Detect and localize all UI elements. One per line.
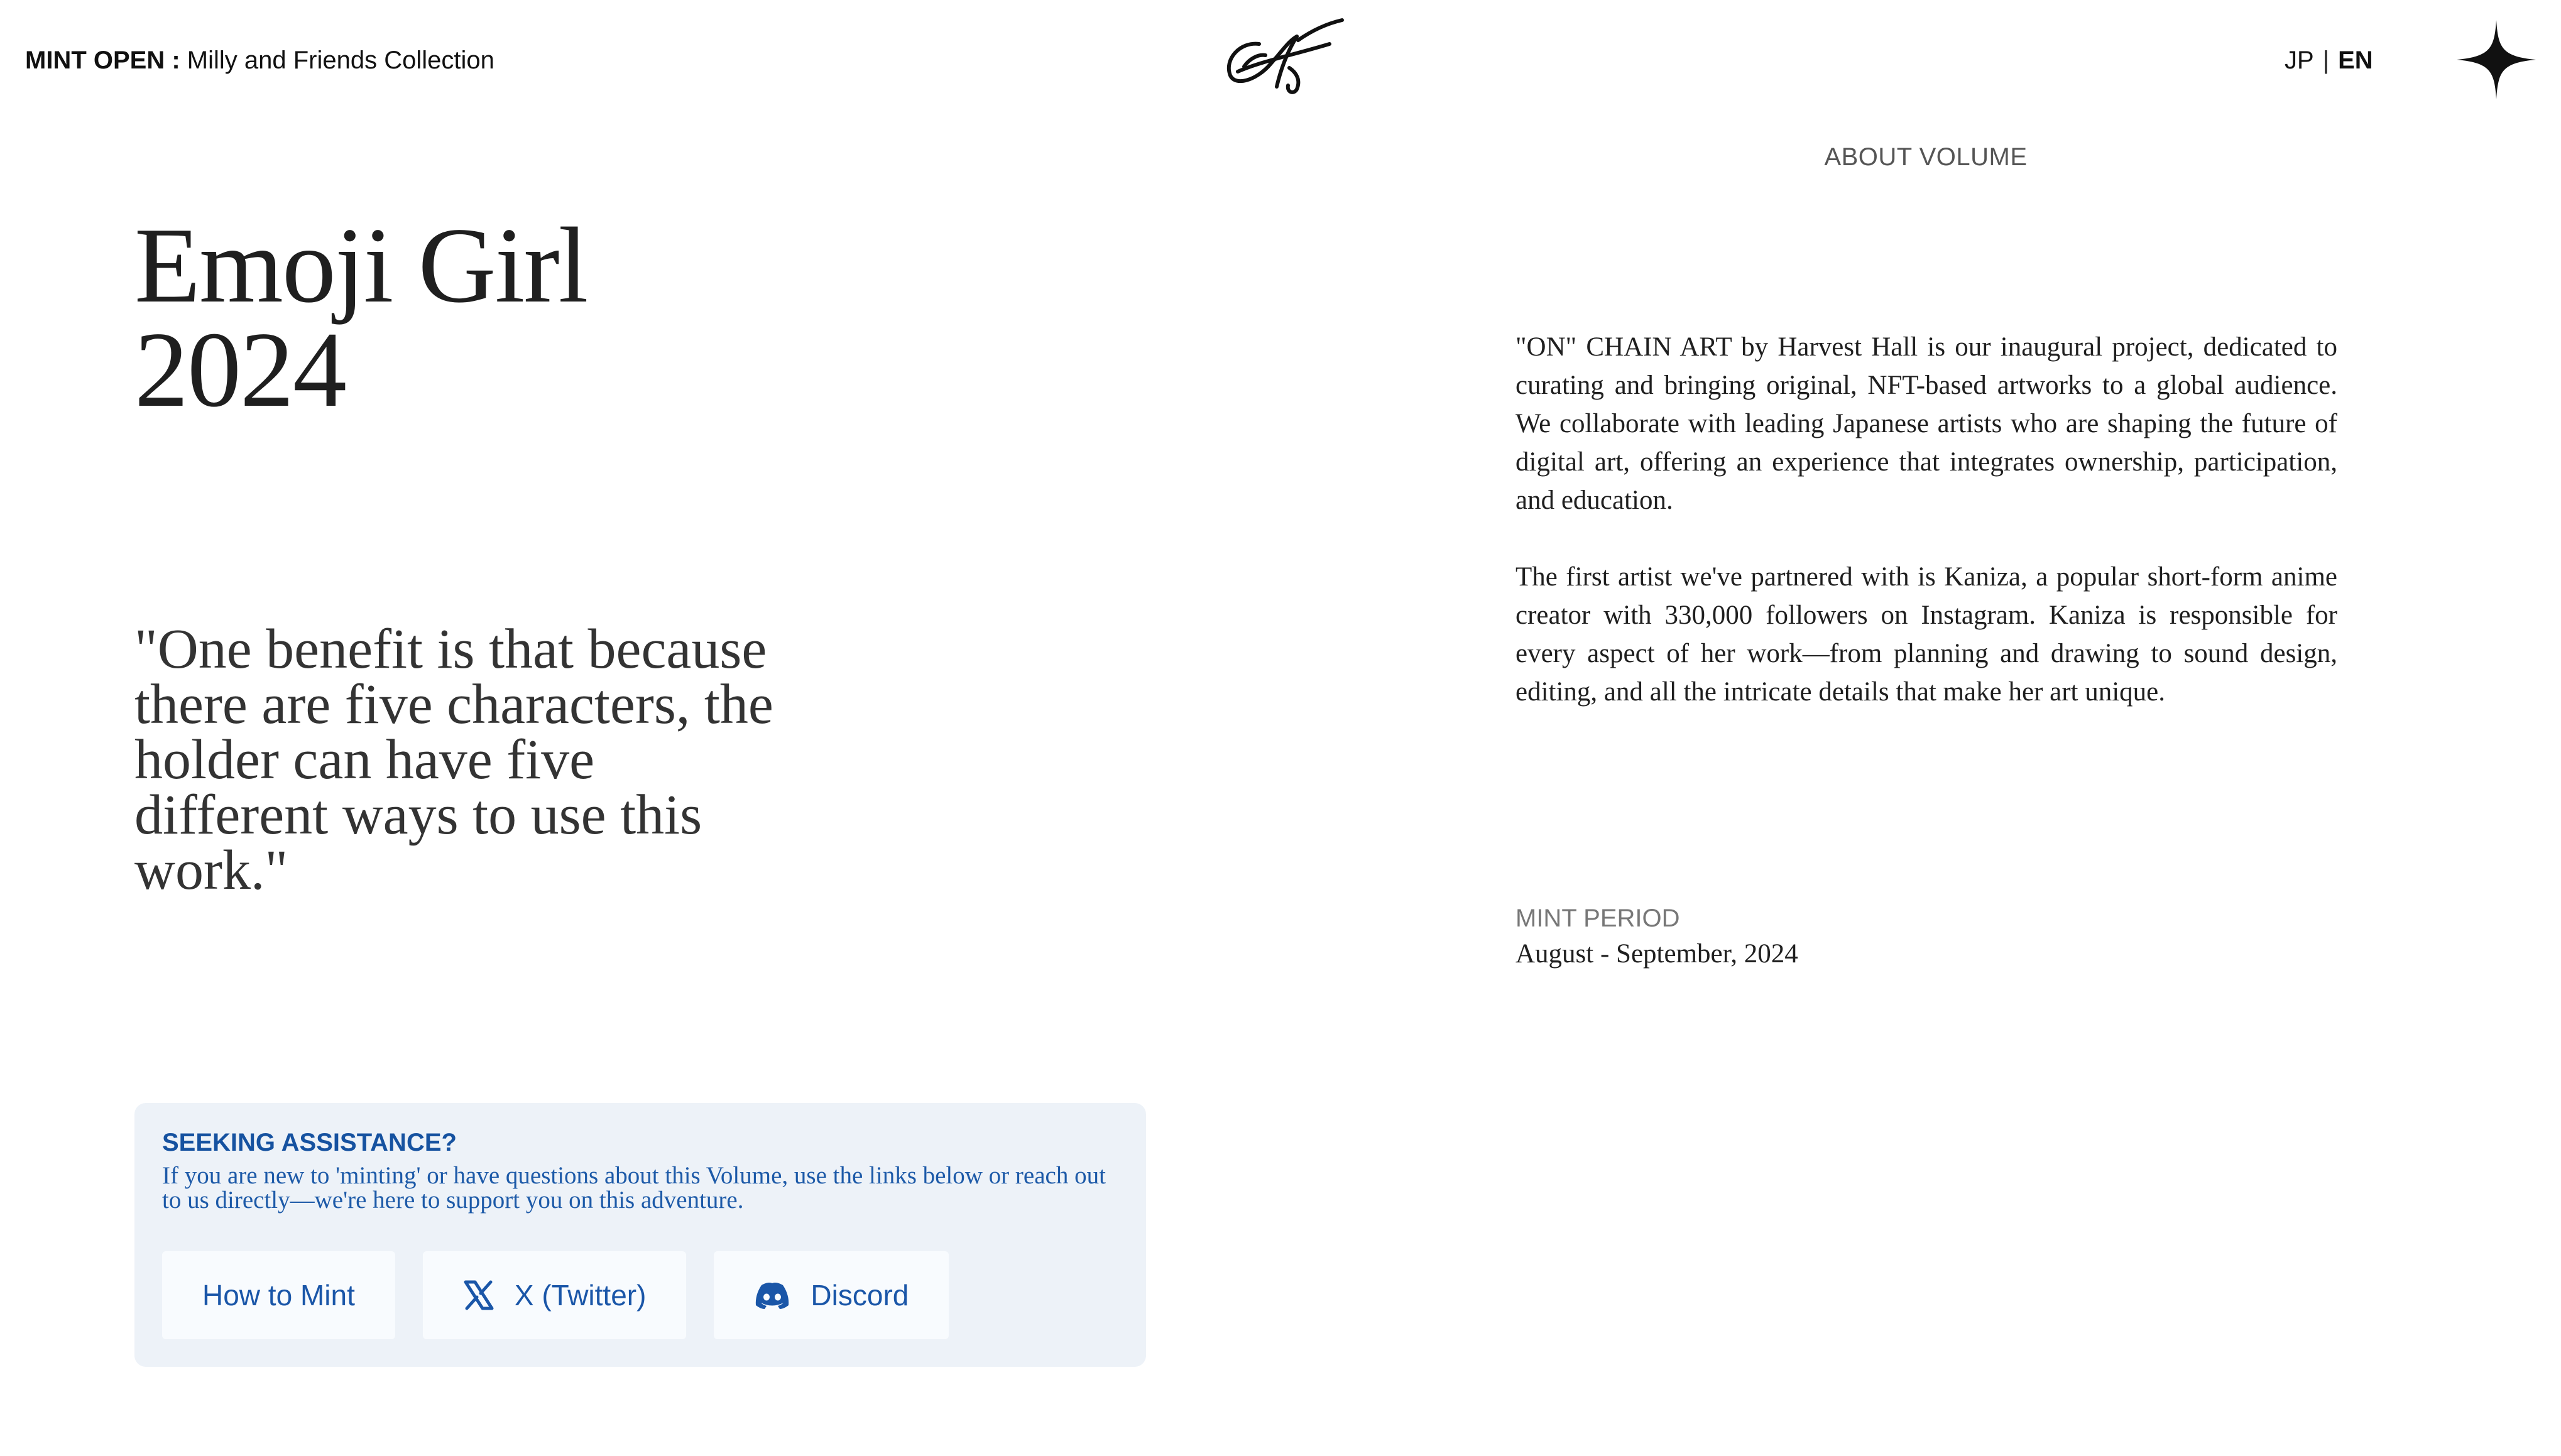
mint-open-collection[interactable]: Milly and Friends Collection — [187, 46, 494, 74]
about-volume-text — [1515, 328, 2337, 749]
assistance-heading: SEEKING ASSISTANCE? — [162, 1129, 457, 1156]
about-paragraph-1: "ON" CHAIN ART by Harvest Hall is our inaugural project, dedicated to curating and bringing original, NFT-based artworks to a global audience. We collaborate with leading Japanese artists who are shaping the future of digital art, offering an experience that integrates ownership, participation, and education. — [1515, 332, 2337, 515]
discord-icon — [754, 1281, 790, 1309]
discord-label: Discord — [811, 1279, 909, 1312]
mint-period-value: August - September, 2024 — [1515, 939, 1798, 969]
lang-en[interactable]: EN — [2338, 46, 2373, 74]
discord-button[interactable] — [714, 1251, 949, 1339]
lang-jp[interactable]: JP — [2285, 46, 2314, 74]
page-title — [134, 206, 587, 430]
artist-quote: "One benefit is that because there are five characters, the holder can have five different ways to use this work." — [134, 618, 773, 901]
assistance-panel — [134, 1103, 1146, 1367]
twitter-button[interactable] — [423, 1251, 687, 1339]
x-twitter-icon — [463, 1279, 494, 1311]
title-line-2: 2024 — [134, 310, 346, 430]
how-to-mint-button[interactable] — [162, 1251, 395, 1339]
about-volume-label: ABOUT VOLUME — [1824, 143, 2028, 171]
about-paragraph-2: The first artist we've partnered with is Kaniza, a popular short-form anime creator with 330,000 followers on Instagram. Kaniza is responsible for every aspect of her work—from planning and drawing to sound design, editing, and all the intricate details that make her art unique. — [1515, 562, 2337, 707]
how-to-mint-label: How to Mint — [202, 1279, 355, 1312]
four-point-star-icon[interactable] — [2457, 20, 2536, 99]
mint-period-label: MINT PERIOD — [1515, 905, 1680, 932]
twitter-label: X (Twitter) — [514, 1279, 647, 1312]
mint-open-banner — [25, 44, 494, 77]
lang-separator: | — [2322, 46, 2330, 74]
mint-open-label: MINT OPEN : — [25, 46, 180, 74]
language-switcher — [2285, 44, 2373, 77]
assistance-links — [162, 1251, 949, 1339]
assistance-text: If you are new to 'minting' or have questions about this Volume, use the links below or reach out to us directly—we're here to support you on this adventure. — [162, 1162, 1106, 1214]
signature-logo[interactable] — [1219, 18, 1345, 99]
title-line-1: Emoji Girl — [134, 206, 587, 325]
